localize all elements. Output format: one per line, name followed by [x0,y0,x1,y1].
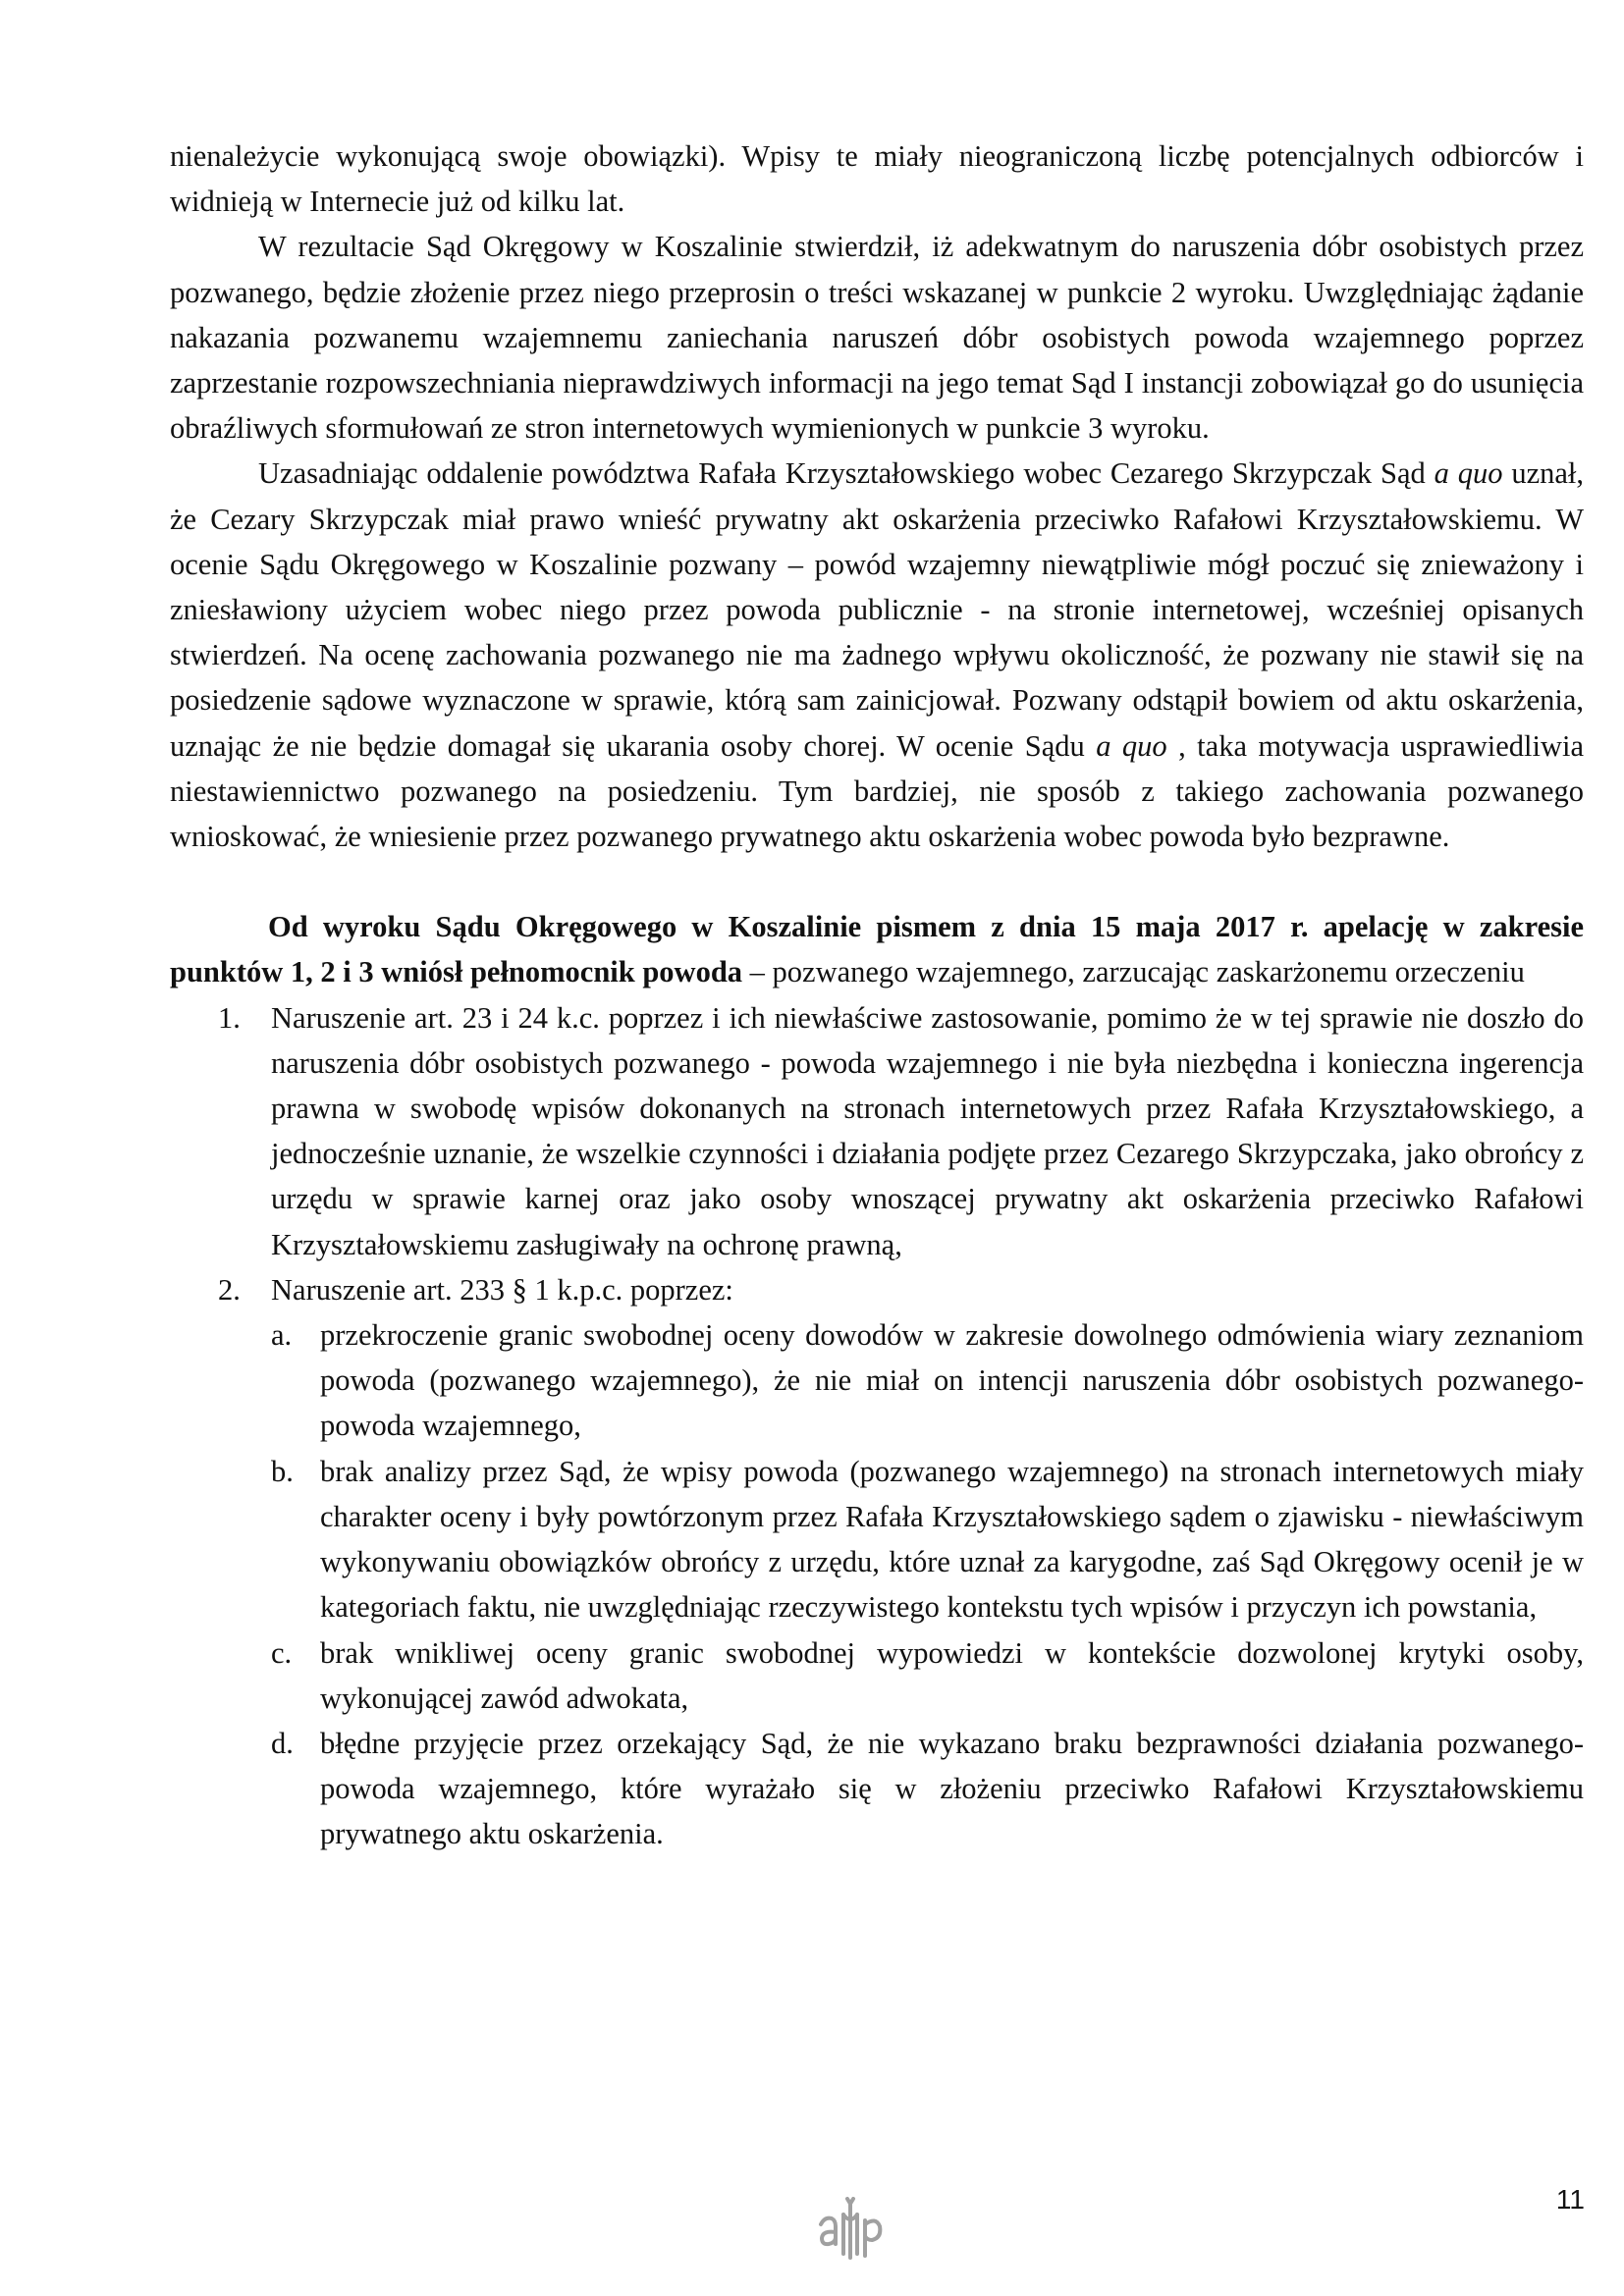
charge-item [170,1267,1584,1857]
text-run: nienależycie wykonującą swoje obowiązki). Wpisy te miały nieograniczoną liczbę potencjalnych odbiorców i widnieją w Internecie już od kilku lat. [170,139,1584,219]
paragraph-continuation [170,133,1584,224]
aip-logo-icon [817,2195,886,2260]
sub-charge-item [271,1630,1584,1721]
sub-charge-text: brak wnikliwej oceny granic swobodnej wypowiedzi w kontekście dozwolonej krytyki osoby, wykonującej zawód adwokata, [320,1635,1584,1715]
sub-charge-item [271,1312,1584,1449]
page-number: 11 [1555,2184,1585,2215]
sub-charge-text: przekroczenie granic swobodnej oceny dowodów w zakresie dowolnego odmówienia wiary zeznaniom powoda (pozwanego wzajemnego), że nie miał on intencji naruszenia dóbr osobistych pozwanego-powoda wzajemnego, [320,1318,1584,1443]
document-page [170,133,1584,1857]
appeal-intro-bold: Od wyroku Sądu Okręgowego w Koszalinie pismem z dnia 15 maja 2017 r. apelację w zakresie punktów 1, 2 i 3 wniósł pełnomocnik powoda [170,910,1584,989]
latin-phrase: a quo [1434,456,1503,491]
sub-charge-letter: b. [271,1454,294,1488]
charge-number: 1. [218,1000,241,1035]
paragraph-justification [170,451,1584,859]
sub-charge-letter: a. [271,1318,293,1353]
sub-charge-item [271,1721,1584,1857]
text-run: uznał, że Cezary Skrzypczak miał prawo wnieść prywatny akt oskarżenia przeciwko Rafałowi Krzyształowskiemu. W ocenie Sądu Okręgowego w Koszalinie pozwany – powód wzajemny niewątpliwie mógł poczuć się znieważony i zniesławiony użyciem wobec niego przez powoda publicznie - na stronie internetowej, wcześniej opisanych stwierdzeń. Na ocenę zachowania pozwanego nie ma żadnego wpływu okoliczność, że pozwany nie stawił się na posiedzenie sądowe wyznaczone w sprawie, którą sam zainicjował. Pozwany odstąpił bowiem od aktu oskarżenia, uznając że nie będzie domagał się ukarania osoby chorej. W ocenie Sądu [170,456,1584,763]
sub-charge-letter: d. [271,1726,294,1760]
appeal-intro-normal: – pozwanego wzajemnego, zarzucając zaskarżonemu orzeczeniu [742,955,1525,989]
text-run: W rezultacie Sąd Okręgowy w Koszalinie stwierdził, iż adekwatnym do naruszenia dóbr osobistych przez pozwanego, będzie złożenie przez niego przeprosin o treści wskazanej w punkcie 2 wyroku. Uwzględniając żądanie nakazania pozwanemu wzajemnemu zaniechania naruszeń dóbr osobistych powoda wzajemnego poprzez zaprzestanie rozpowszechniania nieprawdziwych informacji na jego temat Sąd I instancji zobowiązał go do usunięcia obraźliwych sformułowań ze stron internetowych wymienionych w punkcie 3 wyroku. [170,230,1584,446]
text-run: Uzasadniając oddalenie powództwa Rafała Krzyształowskiego wobec Cezarego Skrzypczak Sąd [258,456,1435,491]
paragraph-result [170,224,1584,451]
latin-phrase: a quo [1096,728,1167,763]
charge-number: 2. [218,1272,241,1307]
charge-text: Naruszenie art. 233 § 1 k.p.c. poprzez: [271,1272,733,1307]
sub-charge-letter: c. [271,1635,293,1670]
text-run: , taka motywacja usprawiedliwia niestawiennictwo pozwanego na posiedzeniu. Tym bardziej, nie sposób z takiego zachowania pozwanego wnioskować, że wniesienie przez pozwanego prywatnego aktu oskarżenia wobec powoda było bezprawne. [170,728,1585,854]
sub-charge-item [271,1449,1584,1630]
charges-list [170,995,1584,1857]
appeal-intro [170,904,1584,994]
sub-charge-text: błędne przyjęcie przez orzekający Sąd, że nie wykazano braku bezprawności działania pozwanego-powoda wzajemnego, które wyrażało się w złożeniu przeciwko Rafałowi Krzyształowskiemu prywatnego aktu oskarżenia. [320,1726,1584,1851]
sub-charges-list [271,1312,1584,1856]
body-text [170,133,1584,1857]
charge-item [170,995,1584,1267]
charge-text: Naruszenie art. 23 i 24 k.c. poprzez i ich niewłaściwe zastosowanie, pomimo że w tej sprawie nie doszło do naruszenia dóbr osobistych pozwanego - powoda wzajemnego i nie była niezbędna i konieczna ingerencja prawna w swobodę wpisów dokonanych na stronach internetowych przez Rafała Krzyształowskiego, a jednocześnie uznanie, że wszelkie czynności i działania podjęte przez Cezarego Skrzypczaka, jako obrońcy z urzędu w sprawie karnej oraz jako osoby wnoszącej prywatny akt oskarżenia przeciwko Rafałowi Krzyształowskiemu zasługiwały na ochronę prawną, [271,1000,1584,1261]
sub-charge-text: brak analizy przez Sąd, że wpisy powoda (pozwanego wzajemnego) na stronach internetowych miały charakter oceny i były powtórzonym przez Rafała Krzyształowskiego sądem o zjawisku - niewłaściwym wykonywaniu obowiązków obrońcy z urzędu, które uznał za karygodne, zaś Sąd Okręgowy ocenił je w kategoriach faktu, nie uwzględniając rzeczywistego kontekstu tych wpisów i przyczyn ich powstania, [320,1454,1584,1625]
